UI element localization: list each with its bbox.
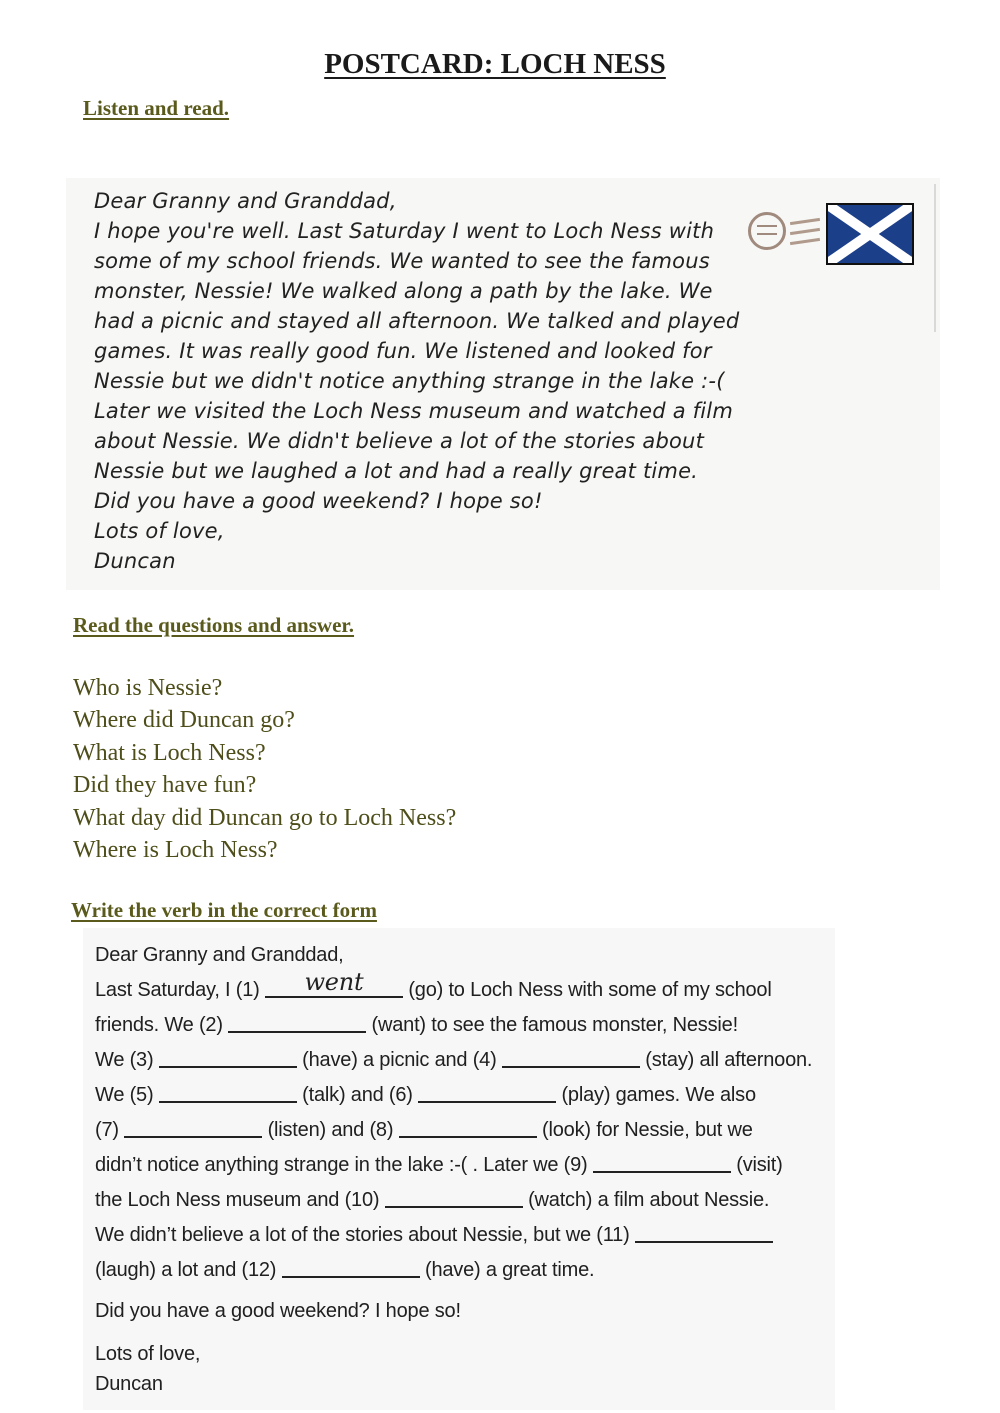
letter-line: Nessie but we laughed a lot and had a really great time. bbox=[94, 459, 699, 483]
letter-line: some of my school friends. We wanted to see the famous bbox=[94, 249, 710, 273]
exercise-text-segment: (visit) bbox=[736, 1154, 783, 1176]
postmark-icon bbox=[748, 212, 786, 250]
exercise-row bbox=[95, 1043, 812, 1078]
exercise-row bbox=[95, 1253, 812, 1288]
question-item: Who is Nessie? bbox=[73, 675, 223, 701]
exercise-text-segment: (want) to see the famous monster, Nessie! bbox=[371, 1014, 738, 1036]
answer-blank-12[interactable] bbox=[282, 1256, 420, 1278]
saltire-icon bbox=[828, 205, 912, 263]
exercise-text-segment: (go) to Loch Ness with some of my school bbox=[408, 979, 772, 1001]
letter-line: Lots of love, bbox=[94, 519, 225, 543]
exercise-text-segment: Last Saturday, I (1) bbox=[95, 979, 260, 1001]
exercise-row bbox=[95, 1008, 812, 1043]
exercise-closing: Did you have a good weekend? I hope so! bbox=[95, 1300, 461, 1322]
answer-example: went bbox=[304, 968, 364, 996]
exercise-row bbox=[95, 1218, 812, 1253]
question-item: What day did Duncan go to Loch Ness? bbox=[73, 804, 457, 831]
exercise-row bbox=[95, 1113, 812, 1148]
exercise-signoff: Lots of love, bbox=[95, 1343, 201, 1365]
exercise-text-segment: (7) bbox=[95, 1119, 119, 1141]
exercise-text bbox=[95, 938, 812, 1399]
answer-blank-4[interactable] bbox=[502, 1046, 640, 1068]
listen-read-heading: Listen and read. bbox=[83, 96, 230, 120]
exercise-text-segment: We didn’t believe a lot of the stories about Nessie, but we (11) bbox=[95, 1224, 630, 1246]
exercise-text-segment: We (5) bbox=[95, 1084, 154, 1106]
answer-blank-7[interactable] bbox=[124, 1116, 262, 1138]
question-item: Where did Duncan go? bbox=[73, 707, 295, 734]
exercise-text-segment: (watch) a film about Nessie. bbox=[528, 1189, 770, 1211]
exercise-text-segment: (laugh) a lot and (12) bbox=[95, 1259, 277, 1281]
postcard-letter bbox=[94, 186, 754, 576]
answer-blank-8[interactable] bbox=[399, 1116, 537, 1138]
postcard-edge bbox=[934, 184, 936, 332]
answer-blank-2[interactable] bbox=[228, 1011, 366, 1033]
letter-line: games. It was really good fun. We listened and looked for bbox=[94, 339, 712, 363]
exercise-greeting: Dear Granny and Granddad, bbox=[95, 944, 344, 966]
postmark-lines-icon bbox=[790, 220, 820, 246]
answer-blank-6[interactable] bbox=[418, 1081, 556, 1103]
answer-blank-1[interactable] bbox=[265, 968, 403, 998]
exercise-row bbox=[95, 1078, 812, 1113]
exercise-text-segment: the Loch Ness museum and (10) bbox=[95, 1189, 380, 1211]
letter-line: had a picnic and stayed all afternoon. We talked and played bbox=[94, 309, 740, 333]
question-item: What is Loch Ness? bbox=[73, 739, 266, 766]
exercise-text-segment: friends. We (2) bbox=[95, 1014, 223, 1036]
exercise-text-segment: (have) a great time. bbox=[424, 1259, 595, 1281]
answer-blank-5[interactable] bbox=[159, 1081, 297, 1103]
letter-line: Did you have a good weekend? I hope so! bbox=[94, 489, 543, 513]
exercise-row bbox=[95, 1148, 812, 1183]
question-item: Where is Loch Ness? bbox=[73, 837, 278, 864]
exercise-text-segment: We (3) bbox=[95, 1049, 154, 1071]
verb-exercise bbox=[83, 928, 835, 1410]
question-item: Did they have fun? bbox=[73, 772, 257, 799]
postcard bbox=[66, 178, 940, 590]
letter-line: Nessie but we didn't notice anything strange in the lake :-( bbox=[94, 369, 725, 393]
exercise-row bbox=[95, 968, 812, 1008]
exercise-signature: Duncan bbox=[95, 1373, 163, 1395]
exercise-text-segment: (look) for Nessie, but we bbox=[542, 1119, 753, 1141]
letter-line: monster, Nessie! We walked along a path by the lake. We bbox=[94, 279, 713, 303]
letter-line: I hope you're well. Last Saturday I went to Loch Ness with bbox=[94, 219, 715, 243]
verb-exercise-heading: Write the verb in the correct form bbox=[71, 898, 377, 922]
scotland-flag-icon bbox=[826, 203, 914, 265]
answer-blank-11[interactable] bbox=[635, 1221, 773, 1243]
exercise-text-segment: (talk) and (6) bbox=[302, 1084, 413, 1106]
letter-line: Duncan bbox=[94, 549, 176, 573]
exercise-text-segment: (play) games. We also bbox=[561, 1084, 756, 1106]
exercise-text-segment: (have) a picnic and (4) bbox=[302, 1049, 497, 1071]
answer-blank-3[interactable] bbox=[159, 1046, 297, 1068]
answer-blank-10[interactable] bbox=[385, 1186, 523, 1208]
letter-line: Dear Granny and Granddad, bbox=[94, 189, 397, 213]
exercise-row bbox=[95, 1183, 812, 1218]
exercise-text-segment: (stay) all afternoon. bbox=[645, 1049, 813, 1071]
questions-list bbox=[73, 672, 456, 866]
exercise-text-segment: didn’t notice anything strange in the lake :-( . Later we (9) bbox=[95, 1154, 588, 1176]
exercise-text-segment: (listen) and (8) bbox=[267, 1119, 394, 1141]
letter-line: Later we visited the Loch Ness museum and watched a film bbox=[94, 399, 733, 423]
page-title: POSTCARD: LOCH NESS bbox=[324, 48, 666, 80]
answer-blank-9[interactable] bbox=[593, 1151, 731, 1173]
letter-line: about Nessie. We didn't believe a lot of the stories about bbox=[94, 429, 704, 453]
questions-heading: Read the questions and answer. bbox=[73, 613, 355, 637]
